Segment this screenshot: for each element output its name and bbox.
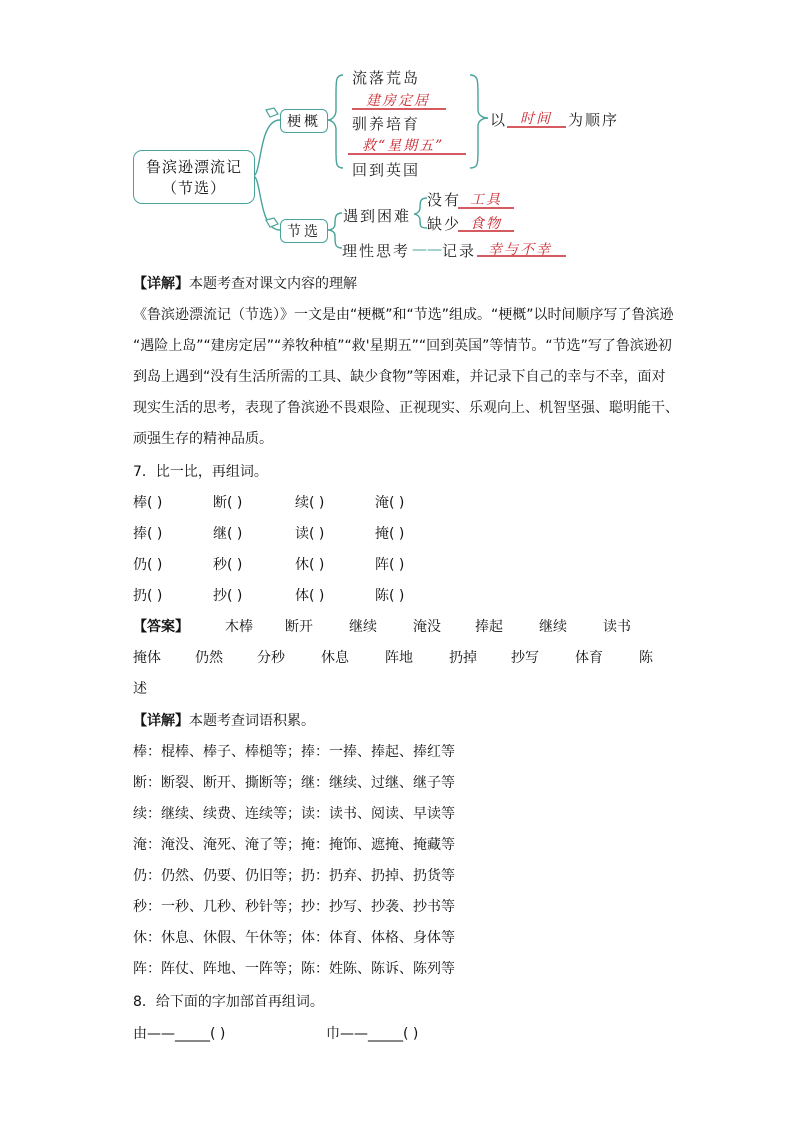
q7-cell: 阵( ): [375, 557, 405, 573]
q7-answers-line2: [133, 648, 673, 668]
q7-answer: 捧起: [475, 619, 503, 635]
detail2-label: 【详解】: [133, 713, 189, 729]
detail1-line: 顽强生存的精神品质。: [133, 431, 273, 447]
outline-item-5: 回到英国: [352, 161, 421, 179]
q7-answer: 仍然: [195, 650, 223, 666]
detail2-line: 淹：淹没、淹死、淹了等；掩：掩饰、遮掩、掩藏等: [133, 837, 455, 853]
q7-cell: 续( ): [295, 495, 325, 511]
q8-item-1: 由——_____( ): [133, 1026, 226, 1042]
detail1-heading: [133, 274, 357, 294]
q7-answer: 体育: [575, 650, 603, 666]
q7-cell: 断( ): [213, 495, 243, 511]
detail1-line: 现实生活的思考，表现了鲁滨逊不畏艰险、正视现实、乐观向上、机智坚强、聪明能干、: [133, 400, 679, 416]
q7-row: [133, 586, 533, 606]
detail1-label: 【详解】: [133, 276, 189, 292]
detail2-line: 棒：棍棒、棒子、棒槌等；捧：一捧、捧起、捧红等: [133, 744, 455, 760]
outline-item-4-answer: 救“星期五”: [362, 138, 445, 154]
q7-cell: 扔( ): [133, 588, 163, 604]
q7-row: [133, 555, 533, 575]
detail2-line: 阵：阵仗、阵地、一阵等；陈：姓陈、陈诉、陈列等: [133, 961, 455, 977]
q7-cell: 仍( ): [133, 557, 163, 573]
q7-answer: 阵地: [385, 650, 413, 666]
order-prefix: 以: [490, 111, 508, 129]
q7-answer: 淹没: [413, 619, 441, 635]
q7-answer-label: 【答案】: [133, 619, 189, 635]
detail2-line: 续：继续、续费、连续等；读：读书、阅读、早读等: [133, 806, 455, 822]
q7-answers-line3: 述: [133, 681, 147, 697]
detail2-line: 断：断裂、断开、撕断等；继：继续、过继、继子等: [133, 775, 455, 791]
q7-cell: 捧( ): [133, 526, 163, 542]
root-title: 鲁滨逊漂流记: [145, 158, 242, 176]
q7-cell: 体( ): [295, 588, 325, 604]
detail2-line: 仍：仍然、仍要、仍旧等；扔：扔弃、扔掉、扔货等: [133, 868, 455, 884]
q7-answer: 断开: [285, 619, 313, 635]
detail2-intro: 本题考查词语积累。: [189, 713, 315, 729]
detail2-heading: [133, 711, 315, 731]
outline-item-1: 流落荒岛: [352, 69, 421, 87]
q7-answer: 休息: [321, 650, 349, 666]
q7-row: [133, 493, 533, 513]
lack2-answer: 食物: [470, 216, 502, 232]
detail2-line: 休：休息、休假、午休等；体：体育、体格、身体等: [133, 930, 455, 946]
lack1-label: 没有: [427, 191, 462, 209]
q7-answer: 陈: [639, 650, 653, 666]
detail1-intro: 本题考查对课文内容的理解: [189, 276, 357, 292]
mind-map-root: [133, 150, 255, 204]
record-answer: 幸与不幸: [488, 242, 552, 258]
outline-item-3: 驯养培育: [352, 115, 421, 133]
detail1-line: 到岛上遇到“没有生活所需的工具、缺少食物”等困难，并记录下自己的幸与不幸，面对: [133, 369, 666, 385]
detail1-line: 《鲁滨逊漂流记（节选）》一文是由“梗概”和“节选”组成。“梗概”以时间顺序写了鲁滨逊: [133, 307, 674, 323]
outline-item-2-answer: 建房定居: [366, 93, 430, 109]
root-subtitle: （节选）: [161, 179, 226, 197]
excerpt-difficulty: 遇到困难: [343, 207, 412, 225]
q8-item-2: 巾——_____( ): [326, 1026, 419, 1042]
rational-thinking: 理性思考: [342, 242, 411, 260]
q7-cell: 抄( ): [213, 588, 243, 604]
q7-cell: 陈( ): [375, 588, 405, 604]
branch-excerpt: [280, 219, 328, 243]
q7-answer: 读书: [603, 619, 631, 635]
q7-cell: 休( ): [295, 557, 325, 573]
q7-answer: 分秒: [257, 650, 285, 666]
order-answer: 时间: [520, 111, 552, 127]
q8-title: 8．给下面的字加部首再组词。: [133, 994, 324, 1010]
branch-outline: [280, 109, 328, 133]
q7-answer: 继续: [539, 619, 567, 635]
q7-cell: 秒( ): [213, 557, 243, 573]
q7-answer: 抄写: [511, 650, 539, 666]
lack2-label: 缺少: [427, 215, 462, 233]
q7-cell: 继( ): [213, 526, 243, 542]
q7-answer: 掩体: [133, 650, 161, 666]
q7-cell: 读( ): [295, 526, 325, 542]
detail1-line: “遇险上岛”“建房定居”“养牧种植”“救'星期五”“回到英国”等情节。“节选”写了鲁滨逊初: [133, 338, 672, 354]
order-suffix: 为顺序: [568, 111, 620, 129]
lack1-answer: 工具: [470, 192, 502, 208]
detail2-line: 秒：一秒、几秒、秒针等；抄：抄写、抄袭、抄书等: [133, 899, 455, 915]
q7-cell: 掩( ): [375, 526, 405, 542]
q7-answer: 木棒: [225, 619, 253, 635]
q7-answers-line1: [133, 617, 673, 637]
q7-title: 7．比一比，再组词。: [133, 464, 268, 480]
q7-cell: 淹( ): [375, 495, 405, 511]
q7-cell: 棒( ): [133, 495, 163, 511]
q7-row: [133, 524, 533, 544]
branch-outline-label: 梗概: [287, 114, 321, 130]
q7-answer: 扔掉: [449, 650, 477, 666]
record-label: 记录: [442, 242, 477, 260]
record-dash: ——: [412, 240, 442, 258]
q7-answer: 继续: [349, 619, 377, 635]
branch-excerpt-label: 节选: [287, 224, 321, 240]
